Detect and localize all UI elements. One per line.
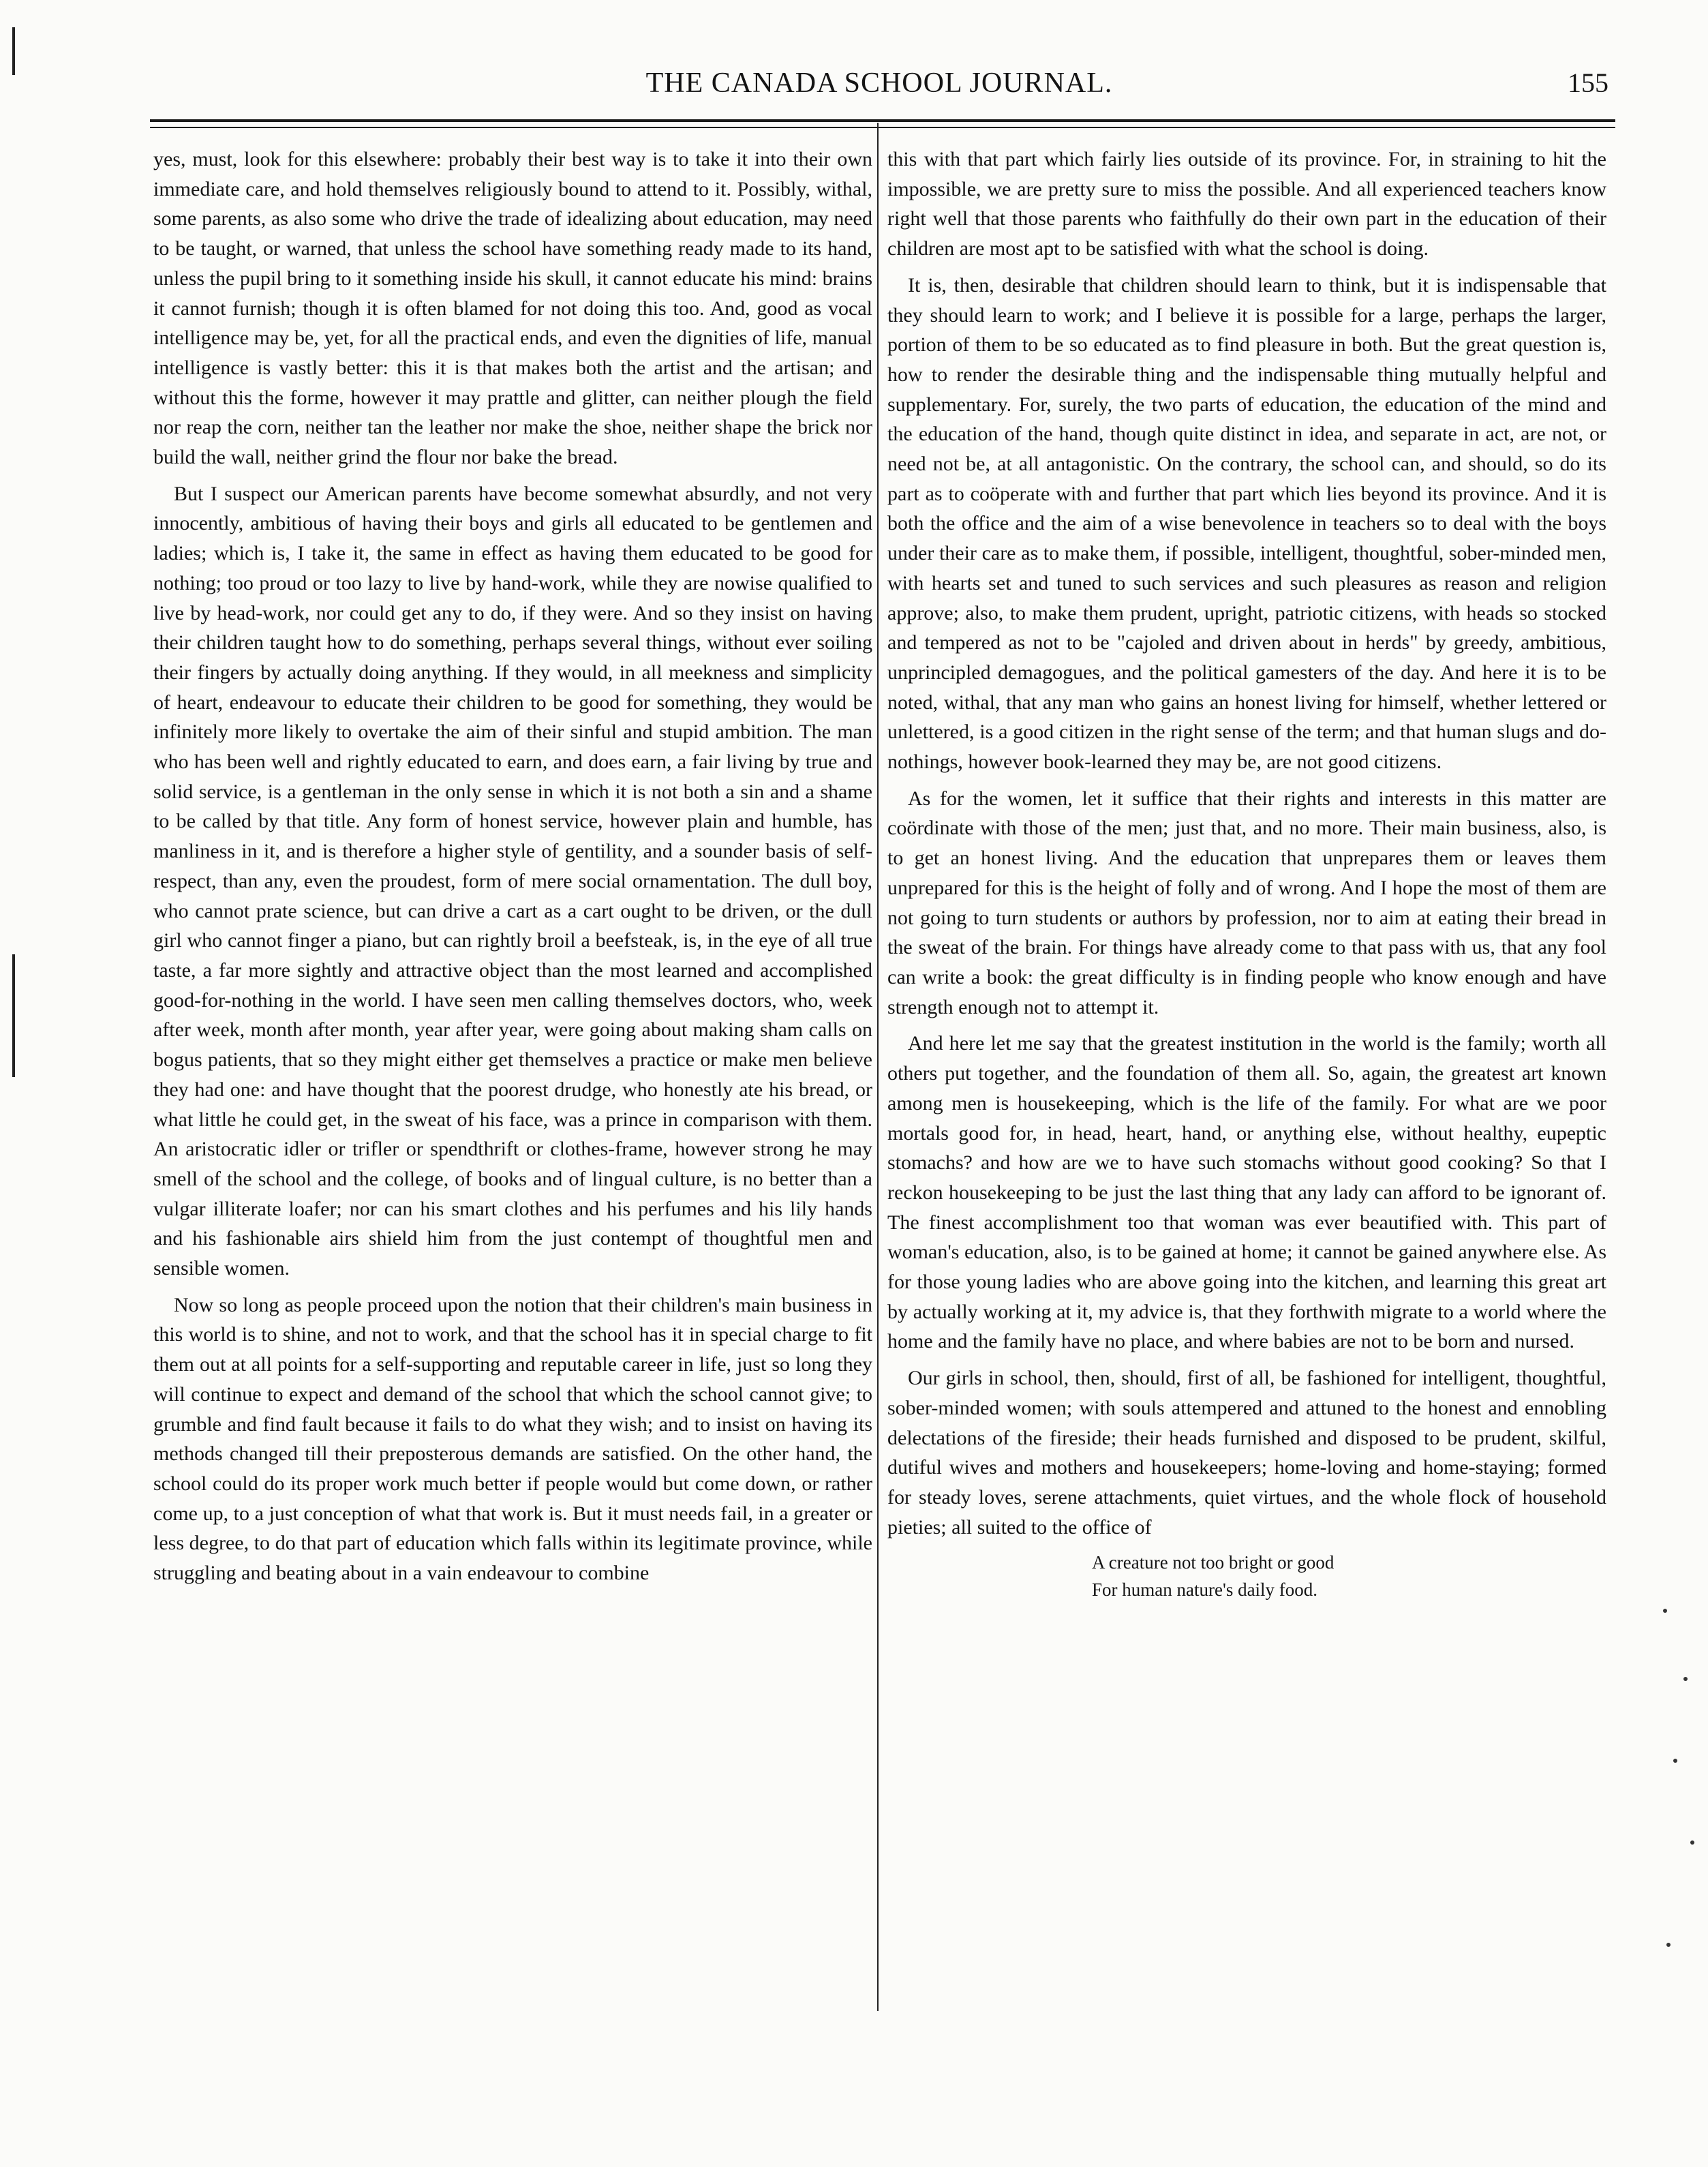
- binding-mark: [12, 954, 15, 1077]
- verse-line: For human nature's daily food.: [1092, 1579, 1318, 1601]
- scan-speck: [1666, 1943, 1671, 1947]
- verse-line: A creature not too bright or good: [1092, 1552, 1335, 1573]
- page-header: [143, 61, 1615, 116]
- column-divider: [877, 123, 879, 2011]
- left-column: [153, 145, 872, 1595]
- binding-mark: [12, 27, 15, 75]
- page-number: 155: [1568, 67, 1608, 98]
- paragraph: It is, then, desirable that children should learn to think, but it is indispensable that they should learn to work; and I believe it is possible for a large, perhaps the larger, portion of them to be so educated as to find pleasure in both. But the great question is, how to render the desirable thing and the indispensable thing mutually helpful and supplementary. For, surely, the two parts of education, the education of the mind and the education of the hand, though quite distinct in idea, and separate in act, are not, or need not be, at all antagonistic. On the contrary, the school can, and should, so do its part as to coöperate with and further that part which lies beyond its province. And it is both the office and the aim of a wise benevolence in teachers so to deal with the boys under their care as to make them, if possible, intelligent, thoughtful, sober-minded men, with hearts set and tuned to such services and such pleasures as reason and religion approve; also, to make them prudent, upright, patriotic citizens, with heads so stocked and tempered as not to be "cajoled and driven about in herds" by greedy, ambitious, unprincipled demagogues, and the political gamesters of the day. And here it is to be noted, withal, that any man who gains an honest living for himself, whether lettered or unlettered, is a good citizen in the right sense of the term; and that human slugs and do-nothings, however book-learned they may be, are not good citizens.: [887, 273, 1606, 774]
- scan-speck: [1683, 1677, 1688, 1681]
- verse-quote: [1092, 1549, 1606, 1603]
- running-title: THE CANADA SCHOOL JOURNAL.: [645, 67, 1113, 99]
- paragraph: Our girls in school, then, should, first of all, be fashioned for intelligent, thoughtful, sober-minded women; with souls attempered and attuned to the honest and ennobling delectations of the fireside; their heads furnished and disposed to be prudent, skilful, dutiful wives and mothers and housekeepers; home-loving and home-staying; formed for steady loves, serene attachments, quiet virtues, and the whole flock of household pieties; all suited to the office of: [887, 1367, 1606, 1539]
- paragraph: And here let me say that the greatest institution in the world is the family; worth all others put together, and the foundation of them all. So, again, the greatest art known among men is housekeeping, which is the life of the family. For what are we poor mortals good for, in head, heart, hand, or anything else, without healthy, eupeptic stomachs? and how are we to have such stomachs without good cooking? So that I reckon housekeeping to be just the last thing that any lady can afford to be ignorant of. The finest accomplishment too that woman was ever beautified with. This part of woman's education, also, is to be gained at home; it cannot be gained anywhere else. As for those young ladies who are above going into the kitchen, and learning this great art by actually working at it, my advice is, that they forthwith migrate to a world where the home and the family have no place, and where babies are not to be born and nursed.: [887, 1032, 1606, 1353]
- paragraph: yes, must, look for this elsewhere: probably their best way is to take it into their own immediate care, and hold themselves religiously bound to attend to it. Possibly, withal, some parents, as also some who drive the trade of idealizing about education, may need to be taught, or warned, that unless the school have something ready made to its hand, unless the pupil bring to it something inside his skull, it cannot educate his mind: brains it cannot furnish; though it is often blamed for not doing this too. And, good as vocal intelligence may be, yet, for all the practical ends, and even the dignities of life, manual intelligence is vastly better: this it is that makes both the artist and the artisan; and without this the forme, however it may prattle and glitter, can neither plough the field nor reap the corn, neither tan the leather nor make the shoe, neither shape the brick nor build the wall, neither grind the flour nor bake the bread.: [153, 148, 872, 469]
- paragraph: this with that part which fairly lies outside of its province. For, in straining to hit the impossible, we are pretty sure to miss the possible. And all experienced teachers know right well that those parents who faithfully do their own part in the education of their children are most apt to be satisfied with what the school is doing.: [887, 148, 1606, 260]
- paragraph: Now so long as people proceed upon the notion that their children's main business in this world is to shine, and not to work, and that the school has it in special charge to fit them out at all points for a self-supporting and reputable career in life, just so long they will continue to expect and demand of the school that which the school cannot give; to grumble and find fault because it fails to do what they wish; and to insist on having its methods changed till their preposterous demands are satisfied. On the other hand, the school could do its proper work much better if people would but come down, or rather come up, to a just conception of what that work is. But it must needs fail, in a greater or less degree, to do that part of education which falls within its legitimate province, while struggling and beating about in a vain endeavour to combine: [153, 1293, 872, 1585]
- right-column: [887, 145, 1606, 1603]
- scan-speck: [1673, 1759, 1677, 1763]
- header-rule-thick: [150, 119, 1615, 122]
- paragraph: But I suspect our American parents have become somewhat absurdly, and not very innocently, ambitious of having their boys and girls all educated to be gentlemen and ladies; which is, I take it, the same in effect as having them educated to be good for nothing; too proud or too lazy to live by hand-work, while they are nowise qualified to live by head-work, nor could get any to do, if they were. And so they insist on having their children taught how to do something, perhaps several things, without ever soiling their fingers by actually doing anything. If they would, in all meekness and simplicity of heart, endeavour to educate their children to be good for something, they would be infinitely more likely to overtake the aim of their sinful and stupid ambition. The man who has been well and rightly educated to earn, and does earn, a fair living by true and solid service, is a gentleman in the only sense in which it is not both a sin and a shame to be called by that title. Any form of honest service, however plain and humble, has manliness in it, and is therefore a higher style of gentility, and a sounder basis of self-respect, than any, even the proudest, form of mere social ornamentation. The dull boy, who cannot prate science, but can drive a cart as a cart ought to be driven, or the dull girl who cannot finger a piano, but can rightly broil a beefsteak, is, in the eye of all true taste, a far more sightly and attractive object than the most learned and accomplished good-for-nothing in the world. I have seen men calling themselves doctors, who, week after week, month after month, year after year, were going about making sham calls on bogus patients, that so they might either get themselves a practice or make men believe they had one: and have thought that the poorest drudge, who honestly ate his bread, or what little he could get, in the sweat of his face, was a prince in comparison with them. An aristocratic idler or trifler or spendthrift or clothes-frame, however strong he may smell of the school and the college, of books and of lingual culture, is no better than a vulgar illiterate loafer; nor can his smart clothes and his perfumes and his lily hands and his fashionable airs shield him from the just contempt of thoughtful men and sensible women.: [153, 482, 872, 1280]
- paragraph: As for the women, let it suffice that their rights and interests in this matter are coördinate with those of the men; just that, and no more. Their main business, also, is to get an honest living. And the education that unprepares them or leaves them unprepared for this is the height of folly and of wrong. And I hope the most of them are not going to turn students or authors by profession, nor to aim at eating their bread in the sweat of the brain. For things have already come to that pass with us, that any fool can write a book: the great difficulty is in finding people who know enough and have strength enough not to attempt it.: [887, 787, 1606, 1018]
- header-rule-thin: [150, 127, 1615, 128]
- scan-speck: [1663, 1609, 1667, 1613]
- scan-speck: [1690, 1840, 1694, 1845]
